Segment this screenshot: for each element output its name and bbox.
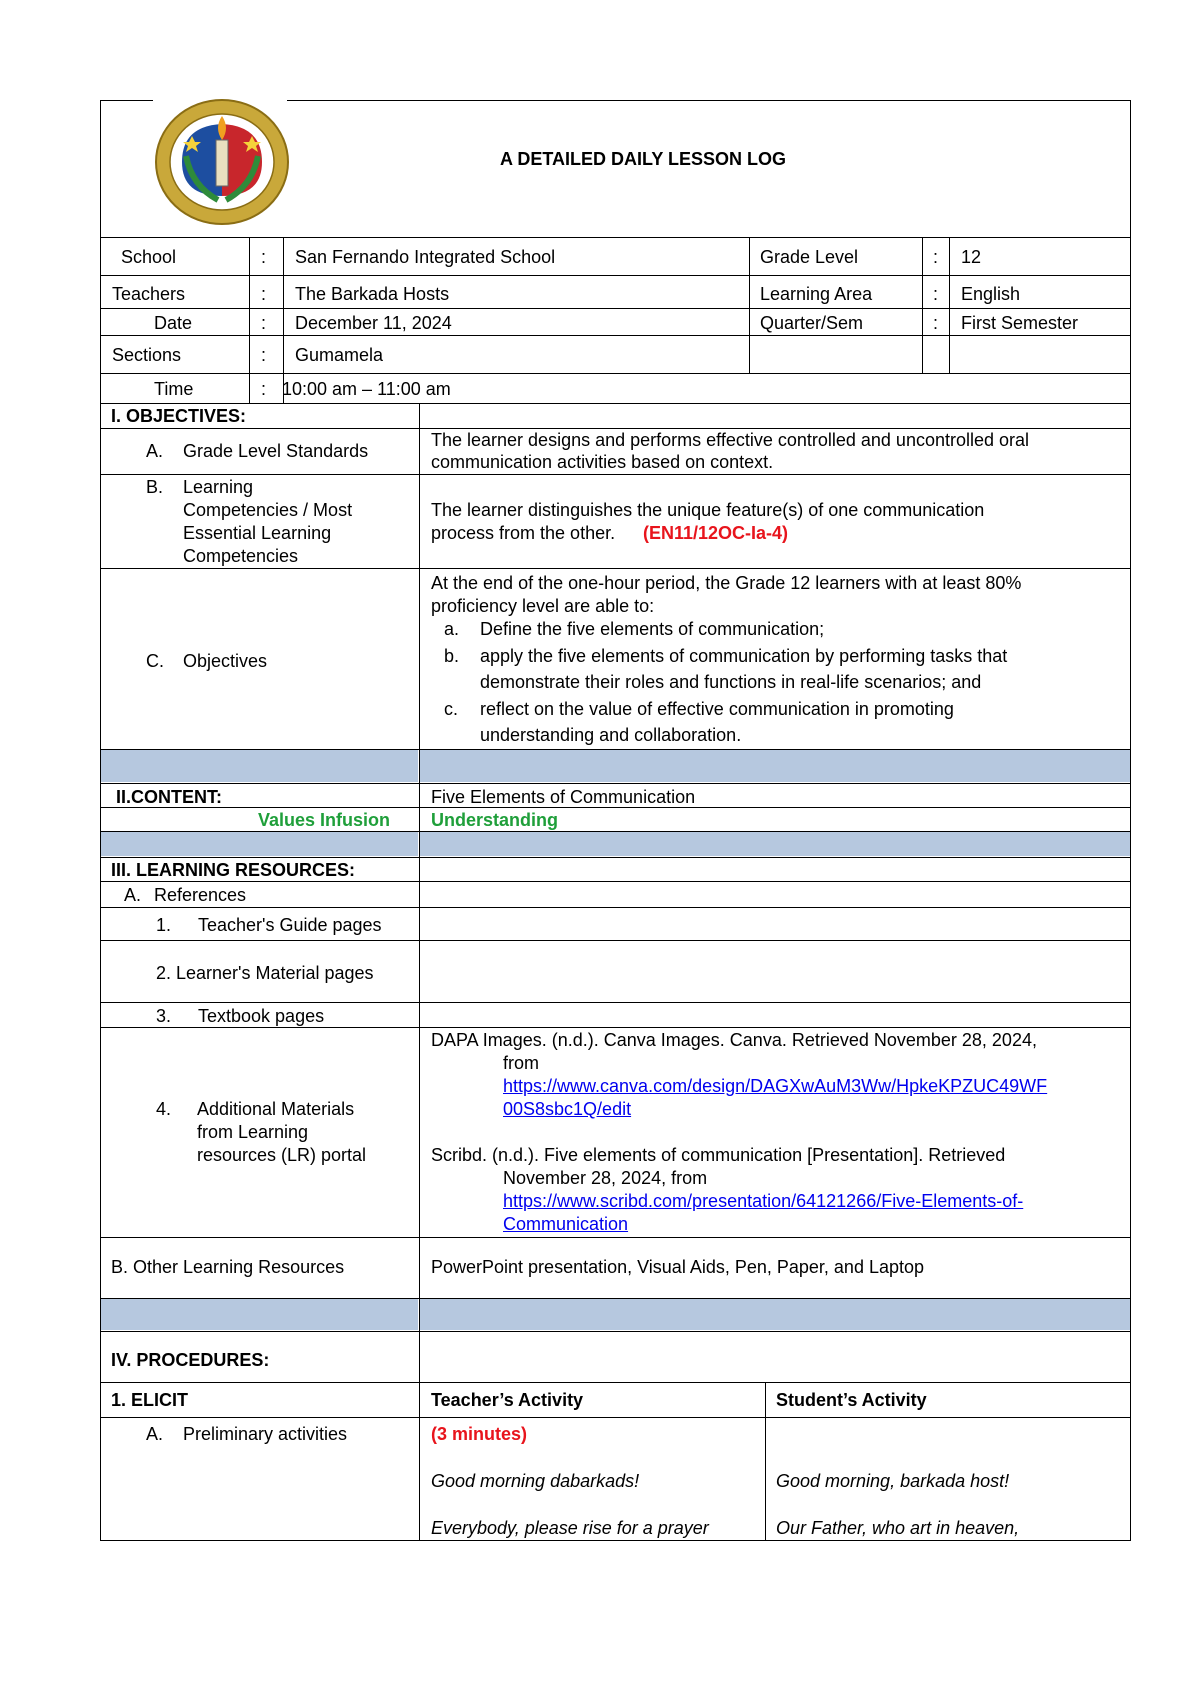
student-line: Good morning, barkada host! xyxy=(776,1471,1010,1491)
other-resources-value: PowerPoint presentation, Visual Aids, Pen, Paper, and Laptop xyxy=(431,1257,925,1277)
competencies-label: Essential Learning xyxy=(183,523,332,543)
learners-material-label: 2. Learner's Material pages xyxy=(156,963,374,983)
teachers-value: The Barkada Hosts xyxy=(295,284,450,304)
objectives-intro: At the end of the one-hour period, the Grade 12 learners with at least 80% xyxy=(431,573,1022,593)
time-label: Time xyxy=(154,379,194,399)
divider xyxy=(100,237,1131,238)
list-marker: A. xyxy=(124,885,142,905)
reference-entry: November 28, 2024, from xyxy=(503,1168,708,1188)
objective-item: reflect on the value of effective communication in promoting xyxy=(480,699,954,719)
colon: : xyxy=(933,284,939,304)
list-marker: a. xyxy=(444,619,460,639)
references-label: References xyxy=(154,885,247,905)
objective-item: demonstrate their roles and functions in real-life scenarios; and xyxy=(480,672,982,692)
section-band xyxy=(101,1299,418,1330)
grade-level-label: Grade Level xyxy=(760,247,859,267)
section-band xyxy=(420,832,1130,856)
school-seal-logo xyxy=(152,96,292,228)
divider xyxy=(100,403,1131,404)
scribd-link[interactable]: Communication xyxy=(503,1214,629,1234)
competencies-text: The learner distinguishes the unique feature(s) of one communication xyxy=(431,500,985,520)
objectives-heading: I. OBJECTIVES: xyxy=(111,406,247,426)
reference-entry: from xyxy=(503,1053,539,1073)
canva-link[interactable]: https://www.canva.com/design/DAGXwAuM3Ww/HpkeKPZUC49WF xyxy=(503,1076,1048,1096)
list-marker: A. xyxy=(146,441,164,461)
values-infusion-label: Values Infusion xyxy=(258,810,391,830)
colon: : xyxy=(261,313,267,333)
list-marker: c. xyxy=(444,699,459,719)
list-marker: C. xyxy=(146,651,164,671)
student-activity-header: Student’s Activity xyxy=(776,1390,927,1410)
additional-materials-label: resources (LR) portal xyxy=(197,1145,367,1165)
divider xyxy=(100,308,1131,309)
competencies-label: Learning xyxy=(183,477,254,497)
additional-materials-label: from Learning xyxy=(197,1122,309,1142)
divider xyxy=(100,881,1131,882)
divider xyxy=(100,1002,1131,1003)
additional-materials-label: Additional Materials xyxy=(197,1099,355,1119)
other-resources-label: B. Other Learning Resources xyxy=(111,1257,345,1277)
section-band xyxy=(420,750,1130,782)
reference-entry: DAPA Images. (n.d.). Canva Images. Canva. Retrieved November 28, 2024, xyxy=(431,1030,1037,1050)
divider xyxy=(419,403,420,1541)
teacher-line: Good morning dabarkads! xyxy=(431,1471,640,1491)
page-title: A DETAILED DAILY LESSON LOG xyxy=(500,149,787,169)
list-marker: 3. xyxy=(156,1006,172,1026)
competencies-label: Competencies xyxy=(183,546,299,566)
time-allotment: (3 minutes) xyxy=(431,1424,528,1444)
values-infusion-value: Understanding xyxy=(431,810,559,830)
list-marker: 4. xyxy=(156,1099,172,1119)
objective-item: Define the five elements of communication; xyxy=(480,619,825,639)
teacher-activity-header: Teacher’s Activity xyxy=(431,1390,584,1410)
colon: : xyxy=(261,345,267,365)
quarter-sem-label: Quarter/Sem xyxy=(760,313,864,333)
divider xyxy=(100,474,1131,475)
divider xyxy=(100,1237,1131,1238)
resources-heading: III. LEARNING RESOURCES: xyxy=(111,860,356,880)
divider xyxy=(749,237,750,373)
divider xyxy=(100,857,1131,858)
list-marker: b. xyxy=(444,646,460,666)
divider xyxy=(249,237,250,403)
procedures-heading: IV. PROCEDURES: xyxy=(111,1350,270,1370)
divider xyxy=(100,568,1131,569)
colon: : xyxy=(933,247,939,267)
divider xyxy=(100,1027,1131,1028)
divider xyxy=(100,335,1131,336)
content-heading: II.CONTENT: xyxy=(116,787,222,807)
grade-level-standards-text: communication activities based on context. xyxy=(431,452,774,472)
divider xyxy=(100,275,1131,276)
divider xyxy=(100,1417,1131,1418)
divider xyxy=(100,807,1131,808)
objectives-label: Objectives xyxy=(183,651,268,671)
date-label: Date xyxy=(154,313,193,333)
competencies-label: Competencies / Most xyxy=(183,500,353,520)
teachers-label: Teachers xyxy=(112,284,186,304)
divider xyxy=(949,237,950,373)
colon: : xyxy=(261,247,267,267)
competency-code: (EN11/12OC-Ia-4) xyxy=(643,523,789,543)
grade-level-value: 12 xyxy=(961,247,982,267)
student-line: Our Father, who art in heaven, xyxy=(776,1518,1020,1538)
section-band xyxy=(420,1299,1130,1330)
objective-item: apply the five elements of communication by performing tasks that xyxy=(480,646,1008,666)
learning-area-label: Learning Area xyxy=(760,284,873,304)
list-marker: B. xyxy=(146,477,164,497)
divider xyxy=(100,783,1131,784)
canva-link[interactable]: 00S8sbc1Q/edit xyxy=(503,1099,632,1119)
content-value: Five Elements of Communication xyxy=(431,787,696,807)
teacher-line: Everybody, please rise for a prayer xyxy=(431,1518,709,1538)
section-band xyxy=(101,832,418,856)
objectives-intro: proficiency level are able to: xyxy=(431,596,655,616)
divider xyxy=(922,237,923,373)
divider xyxy=(100,907,1131,908)
grade-level-standards-label: Grade Level Standards xyxy=(183,441,369,461)
scribd-link[interactable]: https://www.scribd.com/presentation/64121266/Five-Elements-of- xyxy=(503,1191,1024,1211)
list-marker: 1. xyxy=(156,915,172,935)
divider xyxy=(100,1331,1131,1332)
colon: : xyxy=(933,313,939,333)
section-band xyxy=(101,750,418,782)
quarter-sem-value: First Semester xyxy=(961,313,1079,333)
learning-area-value: English xyxy=(961,284,1021,304)
sections-label: Sections xyxy=(112,345,182,365)
colon: : xyxy=(261,284,267,304)
divider xyxy=(100,373,1131,374)
grade-level-standards-text: The learner designs and performs effective controlled and uncontrolled oral xyxy=(431,430,1030,450)
preliminary-activities-label: Preliminary activities xyxy=(183,1424,348,1444)
school-value: San Fernando Integrated School xyxy=(295,247,556,267)
divider xyxy=(100,1382,1131,1383)
time-value: 10:00 am – 11:00 am xyxy=(282,379,451,399)
date-value: December 11, 2024 xyxy=(295,313,452,333)
sections-value: Gumamela xyxy=(295,345,384,365)
textbook-label: Textbook pages xyxy=(198,1006,325,1026)
list-marker: A. xyxy=(146,1424,164,1444)
teachers-guide-label: Teacher's Guide pages xyxy=(198,915,382,935)
divider xyxy=(765,1382,766,1541)
objective-item: understanding and collaboration. xyxy=(480,725,742,745)
school-seal-icon xyxy=(152,96,292,228)
colon: : xyxy=(261,379,267,399)
school-label: School xyxy=(121,247,177,267)
competencies-text: process from the other. xyxy=(431,523,616,543)
elicit-heading: 1. ELICIT xyxy=(111,1390,189,1410)
reference-entry: Scribd. (n.d.). Five elements of communication [Presentation]. Retrieved xyxy=(431,1145,1006,1165)
divider xyxy=(100,940,1131,941)
